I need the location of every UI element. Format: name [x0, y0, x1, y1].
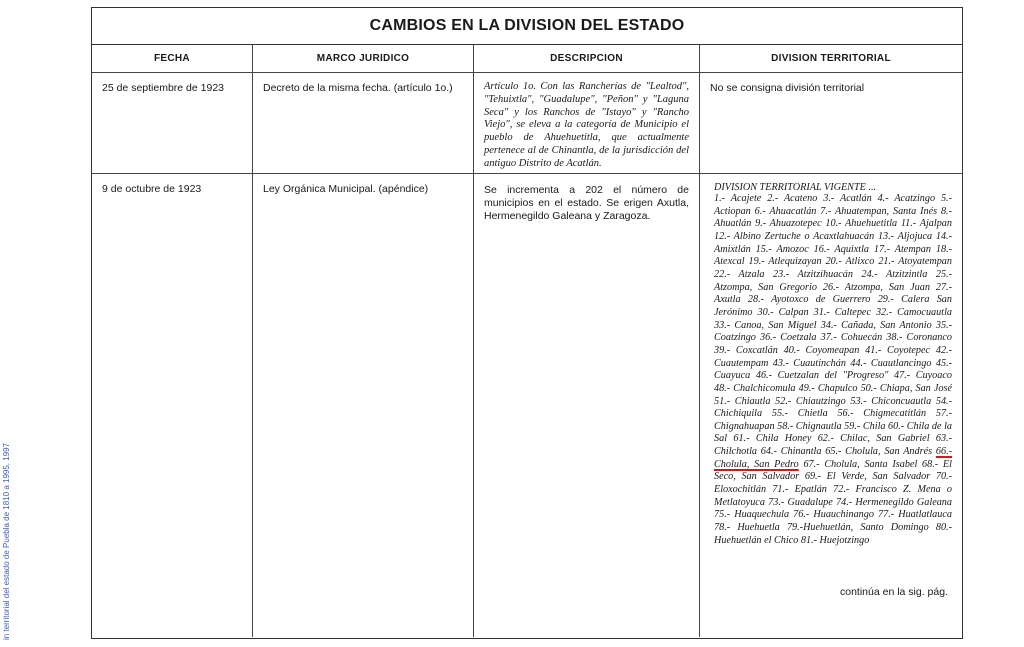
division-municipality-list: [714, 193, 952, 547]
row1-marco: Decreto de la misma fecha. (artículo 1o.): [253, 73, 474, 174]
column-header-division-territorial: DIVISION TERRITORIAL: [700, 45, 962, 73]
row1-descripcion: Artículo 1o. Con las Rancherías de "Lealtod", "Tehuixtla", "Guadalupe", "Peñon" y "Laguna Seca" y los Ranchos de "Istayo" y "Rancho Viejo", se eleva a la categoría de Municipio el pueblo de Ahuehuetitla, que actualmente pertenece al de Chinantla, de la jurisdicción del antiguo Distrito de Acatlán.: [474, 73, 700, 174]
column-header-fecha: FECHA: [92, 45, 253, 73]
row1-division: No se consigna división territorial: [700, 73, 962, 174]
division-list-part-a: 1.- Acajete 2.- Acateno 3.- Acatlán 4.- Acatzingo 5.- Actiopan 6.- Ahuacatlán 7.- Ahuatempan, Santa Inés 8.- Ahuatlán 9.- Ahuazotepec 10.- Ahuehuetitla 11.- Ajalpan 12.- Albino Zertuche o Acaxtlahuacán 13.- Aljojuca 14.- Amixtlán 15.- Amozoc 16.- Aquixtla 17.- Atempan 18.- Atexcal 19.- Atlequizayan 20.- Atlixco 21.- Atoyatempan 22.- Atzala 23.- Atzitzihuacán 24.- Atzitzintla 25.- Atzompa, San Gregorio 26.- Atzompa, San Juan 27.- Axutla 28.- Ayotoxco de Guerrero 29.- Calera San Jerónimo 30.- Calpan 31.- Caltepec 32.- Camocuautla 33.- Canoa, San Miguel 34.- Cañada, San Antonio 35.- Coatzingo 36.- Coetzala 37.- Cohuecán 38.- Coronanco 39.- Coxcatlán 40.- Coyomeapan 41.- Coyotepec 42.- Cuautempam 43.- Cuautinchán 44.- Cuautlancingo 45.- Cuayuca 46.- Cuetzalan del "Progreso" 47.- Cuyoaco 48.- Chalchicomula 49.- Chapulco 50.- Chiapa, San José 51.- Chiautla 52.- Chiautzingo 53.- Chiconcuautla 54.- Chichiquila 55.- Chietla 56.- Chigmecatitlán 57.- Chignahuapan 58.- Chignautla 59.- Chila 60.- Chila de la Sal 61.- Chila Honey 62.- Chilac, San Gabriel 63.- Chilchotla 64.- Chinantla 65.- Cholula, San Andrés: [714, 193, 952, 458]
row2-descripcion: Se incrementa a 202 el número de municipios en el estado. Se erigen Axutla, Hermenegildo Galeana y Zaragoza.: [474, 174, 700, 637]
row1-fecha: 25 de septiembre de 1923: [92, 73, 253, 174]
row2-division: [700, 174, 962, 637]
column-header-descripcion: DESCRIPCION: [474, 45, 700, 73]
row2-fecha: 9 de octubre de 1923: [92, 174, 253, 637]
division-list-part-b: 67.- Cholula, Santa Isabel 68.- El Seco, San Salvador 69.- El Verde, San Salvador 70.- Eloxochitlán 71.- Epatlán 72.- Francisco Z. Mena o Metlatoyuca 73.- Guadalupe 74.- Hermenegildo Galeana 75.- Huaquechula 76.- Huauchinango 77.- Huatlatlauca 78.- Huehuetla 79.-Huehuetlán, Santo Domingo 80.- Huehuetlán el Chico 81.- Huejotzingo: [714, 458, 952, 546]
document-sheet: [91, 7, 963, 639]
row2-marco: Ley Orgánica Municipal. (apéndice): [253, 174, 474, 637]
column-header-marco-juridico: MARCO JURIDICO: [253, 45, 474, 73]
division-list-highlight: 66.- Cholula, San Pedro: [714, 446, 953, 470]
page-title: CAMBIOS EN LA DIVISION DEL ESTADO: [92, 8, 962, 45]
continued-note: continúa en la sig. pág.: [840, 586, 948, 598]
side-note: [0, 0, 12, 647]
changes-table: [92, 45, 962, 637]
side-note-text: in territorial del estado de Puebla de 1810 a 1995, 1997: [2, 442, 11, 640]
division-heading: DIVISION TERRITORIAL VIGENTE ...: [714, 182, 877, 193]
